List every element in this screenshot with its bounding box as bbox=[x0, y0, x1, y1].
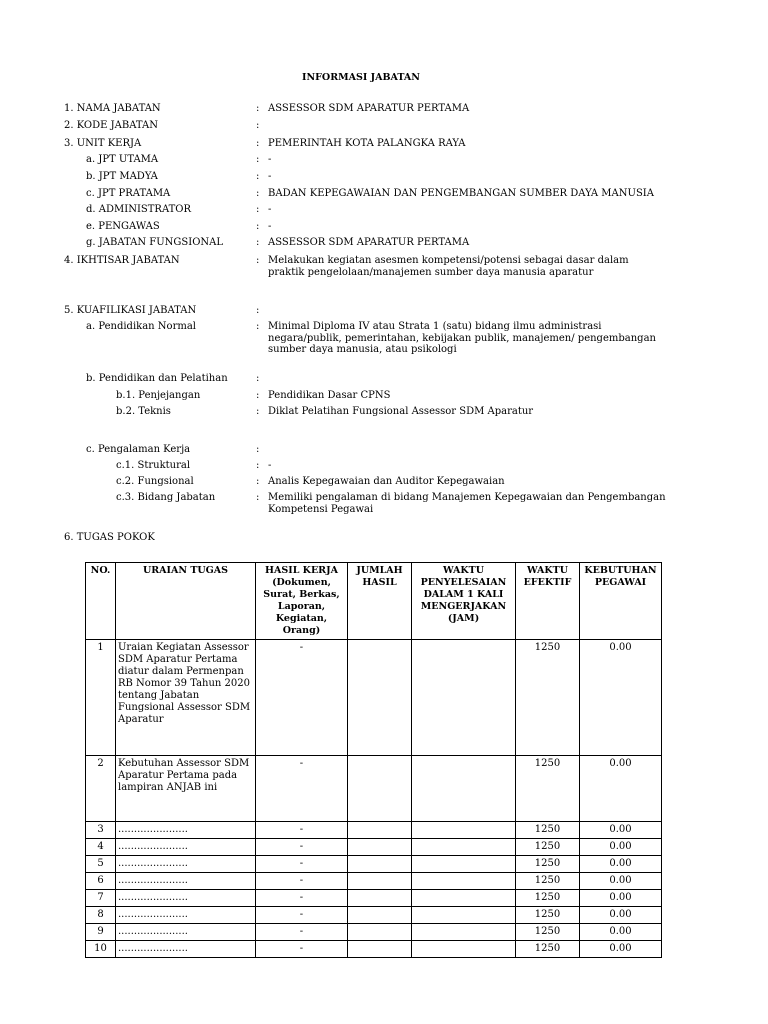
info-value: Minimal Diploma IV atau Strata 1 (satu) bidang ilmu administrasi negara/publik, pemerintahan, kebijakan publik, manajemen/ pengembangan sumber daya manusia, atau psikologi bbox=[268, 321, 656, 355]
table-row bbox=[86, 941, 662, 958]
table-cell: 1250 bbox=[516, 756, 580, 822]
table-cell: - bbox=[256, 839, 348, 856]
info-label: 3. UNIT KERJA bbox=[64, 138, 142, 149]
table-cell bbox=[348, 822, 412, 839]
table-cell bbox=[348, 756, 412, 822]
table-cell: 0.00 bbox=[580, 640, 662, 756]
table-cell bbox=[348, 941, 412, 958]
info-colon: : bbox=[256, 492, 260, 503]
info-label: c.3. Bidang Jabatan bbox=[116, 492, 216, 503]
info-label: b. Pendidikan dan Pelatihan bbox=[86, 373, 228, 384]
table-cell: 1250 bbox=[516, 907, 580, 924]
info-label: e. PENGAWAS bbox=[86, 221, 160, 232]
table-cell: 0.00 bbox=[580, 924, 662, 941]
table-cell bbox=[412, 822, 516, 839]
info-colon: : bbox=[256, 237, 260, 248]
table-cell bbox=[412, 839, 516, 856]
info-colon: : bbox=[256, 305, 260, 316]
table-cell: - bbox=[256, 640, 348, 756]
table-cell: 5 bbox=[86, 856, 116, 873]
table-cell: ...................... bbox=[116, 907, 256, 924]
table-cell bbox=[412, 873, 516, 890]
info-colon: : bbox=[256, 255, 260, 266]
info-colon: : bbox=[256, 138, 260, 149]
info-label: 5. KUAFILIKASI JABATAN bbox=[64, 305, 197, 316]
table-cell bbox=[412, 924, 516, 941]
table-cell: ...................... bbox=[116, 941, 256, 958]
info-label: 4. IKHTISAR JABATAN bbox=[64, 255, 180, 266]
table-cell: 0.00 bbox=[580, 839, 662, 856]
info-label: a. JPT UTAMA bbox=[86, 154, 159, 165]
info-label: 2. KODE JABATAN bbox=[64, 120, 158, 131]
table-cell bbox=[348, 873, 412, 890]
tugas-pokok-title: 6. TUGAS POKOK bbox=[64, 532, 155, 543]
table-cell: 6 bbox=[86, 873, 116, 890]
table-header-cell: URAIAN TUGAS bbox=[116, 563, 256, 640]
table-cell bbox=[348, 924, 412, 941]
table-cell: - bbox=[256, 890, 348, 907]
table-cell: 9 bbox=[86, 924, 116, 941]
table-cell: 2 bbox=[86, 756, 116, 822]
info-colon: : bbox=[256, 103, 260, 114]
table-cell: 10 bbox=[86, 941, 116, 958]
table-cell bbox=[412, 890, 516, 907]
table-row bbox=[86, 839, 662, 856]
table-cell: 0.00 bbox=[580, 873, 662, 890]
table-cell: 0.00 bbox=[580, 907, 662, 924]
table-cell bbox=[348, 640, 412, 756]
table-cell: Uraian Kegiatan Assessor SDM Aparatur Pertama diatur dalam Permenpan RB Nomor 39 Tahun 2020 tentang Jabatan Fungsional Assessor SDM Aparatur bbox=[116, 640, 256, 756]
info-value: Pendidikan Dasar CPNS bbox=[268, 390, 391, 401]
info-colon: : bbox=[256, 460, 260, 471]
table-header-row bbox=[86, 563, 662, 640]
table-cell: ...................... bbox=[116, 873, 256, 890]
info-colon: : bbox=[256, 171, 260, 182]
table-cell bbox=[348, 856, 412, 873]
table-cell bbox=[412, 640, 516, 756]
table-cell: 0.00 bbox=[580, 756, 662, 822]
table-cell: 1250 bbox=[516, 856, 580, 873]
tugas-pokok-table bbox=[85, 562, 662, 958]
info-value: - bbox=[268, 204, 272, 215]
table-cell: 1250 bbox=[516, 839, 580, 856]
table-cell: 1250 bbox=[516, 890, 580, 907]
info-value: - bbox=[268, 154, 272, 165]
info-value: - bbox=[268, 221, 272, 232]
table-row bbox=[86, 873, 662, 890]
info-label: 1. NAMA JABATAN bbox=[64, 103, 161, 114]
table-cell: - bbox=[256, 941, 348, 958]
info-colon: : bbox=[256, 120, 260, 131]
table-cell bbox=[348, 907, 412, 924]
info-colon: : bbox=[256, 188, 260, 199]
info-label: d. ADMINISTRATOR bbox=[86, 204, 192, 215]
info-label: a. Pendidikan Normal bbox=[86, 321, 196, 332]
info-value: Analis Kepegawaian dan Auditor Kepegawaian bbox=[268, 476, 505, 487]
table-row bbox=[86, 822, 662, 839]
info-value: - bbox=[268, 460, 272, 471]
table-row bbox=[86, 924, 662, 941]
table-row bbox=[86, 907, 662, 924]
table-cell: - bbox=[256, 856, 348, 873]
table-cell bbox=[412, 907, 516, 924]
info-value: PEMERINTAH KOTA PALANGKA RAYA bbox=[268, 138, 466, 149]
table-cell: - bbox=[256, 822, 348, 839]
info-colon: : bbox=[256, 204, 260, 215]
table-header-cell: KEBUTUHAN PEGAWAI bbox=[580, 563, 662, 640]
table-cell: ...................... bbox=[116, 856, 256, 873]
info-colon: : bbox=[256, 444, 260, 455]
info-colon: : bbox=[256, 406, 260, 417]
table-header-cell: WAKTU EFEKTIF bbox=[516, 563, 580, 640]
table-cell: 3 bbox=[86, 822, 116, 839]
table-cell: 0.00 bbox=[580, 856, 662, 873]
info-label: c. JPT PRATAMA bbox=[86, 188, 171, 199]
table-cell: 1 bbox=[86, 640, 116, 756]
page-title: INFORMASI JABATAN bbox=[302, 72, 420, 83]
info-value: Memiliki pengalaman di bidang Manajemen Kepegawaian dan Pengembangan Kompetensi Pegawai bbox=[268, 492, 666, 515]
info-colon: : bbox=[256, 476, 260, 487]
table-cell: - bbox=[256, 873, 348, 890]
info-value: Diklat Pelatihan Fungsional Assessor SDM Aparatur bbox=[268, 406, 534, 417]
table-cell: ...................... bbox=[116, 924, 256, 941]
table-cell: 1250 bbox=[516, 822, 580, 839]
table-cell: 7 bbox=[86, 890, 116, 907]
table-cell: - bbox=[256, 907, 348, 924]
info-label: g. JABATAN FUNGSIONAL bbox=[86, 237, 224, 248]
info-value: ASSESSOR SDM APARATUR PERTAMA bbox=[268, 237, 470, 248]
table-header-cell: NO. bbox=[86, 563, 116, 640]
table-cell: 1250 bbox=[516, 873, 580, 890]
table-cell: ...................... bbox=[116, 822, 256, 839]
table-cell: 0.00 bbox=[580, 822, 662, 839]
table-cell: 1250 bbox=[516, 941, 580, 958]
table-cell bbox=[412, 856, 516, 873]
table-cell bbox=[412, 756, 516, 822]
table-cell bbox=[348, 890, 412, 907]
table-cell bbox=[348, 839, 412, 856]
table-cell: 1250 bbox=[516, 640, 580, 756]
table-cell: Kebutuhan Assessor SDM Aparatur Pertama pada lampiran ANJAB ini bbox=[116, 756, 256, 822]
info-colon: : bbox=[256, 321, 260, 332]
table-row bbox=[86, 856, 662, 873]
info-colon: : bbox=[256, 221, 260, 232]
info-label: c. Pengalaman Kerja bbox=[86, 444, 191, 455]
info-label: b. JPT MADYA bbox=[86, 171, 158, 182]
info-value: Melakukan kegiatan asesmen kompetensi/potensi sebagai dasar dalam praktik pengelolaan/manajemen sumber daya manusia aparatur bbox=[268, 255, 629, 278]
info-value: BADAN KEPEGAWAIAN DAN PENGEMBANGAN SUMBER DAYA MANUSIA bbox=[268, 188, 654, 199]
table-cell: ...................... bbox=[116, 890, 256, 907]
table-cell: ...................... bbox=[116, 839, 256, 856]
table-cell bbox=[412, 941, 516, 958]
info-value: ASSESSOR SDM APARATUR PERTAMA bbox=[268, 103, 470, 114]
table-header-cell: JUMLAH HASIL bbox=[348, 563, 412, 640]
info-label: b.2. Teknis bbox=[116, 406, 171, 417]
info-colon: : bbox=[256, 154, 260, 165]
info-value: - bbox=[268, 171, 272, 182]
table-row bbox=[86, 890, 662, 907]
info-colon: : bbox=[256, 390, 260, 401]
table-cell: 8 bbox=[86, 907, 116, 924]
table-row bbox=[86, 640, 662, 756]
table-header-cell: HASIL KERJA (Dokumen, Surat, Berkas, Laporan, Kegiatan, Orang) bbox=[256, 563, 348, 640]
info-label: b.1. Penjejangan bbox=[116, 390, 201, 401]
table-cell: 0.00 bbox=[580, 890, 662, 907]
table-cell: - bbox=[256, 924, 348, 941]
info-label: c.2. Fungsional bbox=[116, 476, 194, 487]
table-cell: 1250 bbox=[516, 924, 580, 941]
table-cell: 0.00 bbox=[580, 941, 662, 958]
info-label: c.1. Struktural bbox=[116, 460, 191, 471]
table-cell: 4 bbox=[86, 839, 116, 856]
table-cell: - bbox=[256, 756, 348, 822]
table-header-cell: WAKTU PENYELESAIAN DALAM 1 KALI MENGERJAKAN (JAM) bbox=[412, 563, 516, 640]
info-colon: : bbox=[256, 373, 260, 384]
table-row bbox=[86, 756, 662, 822]
